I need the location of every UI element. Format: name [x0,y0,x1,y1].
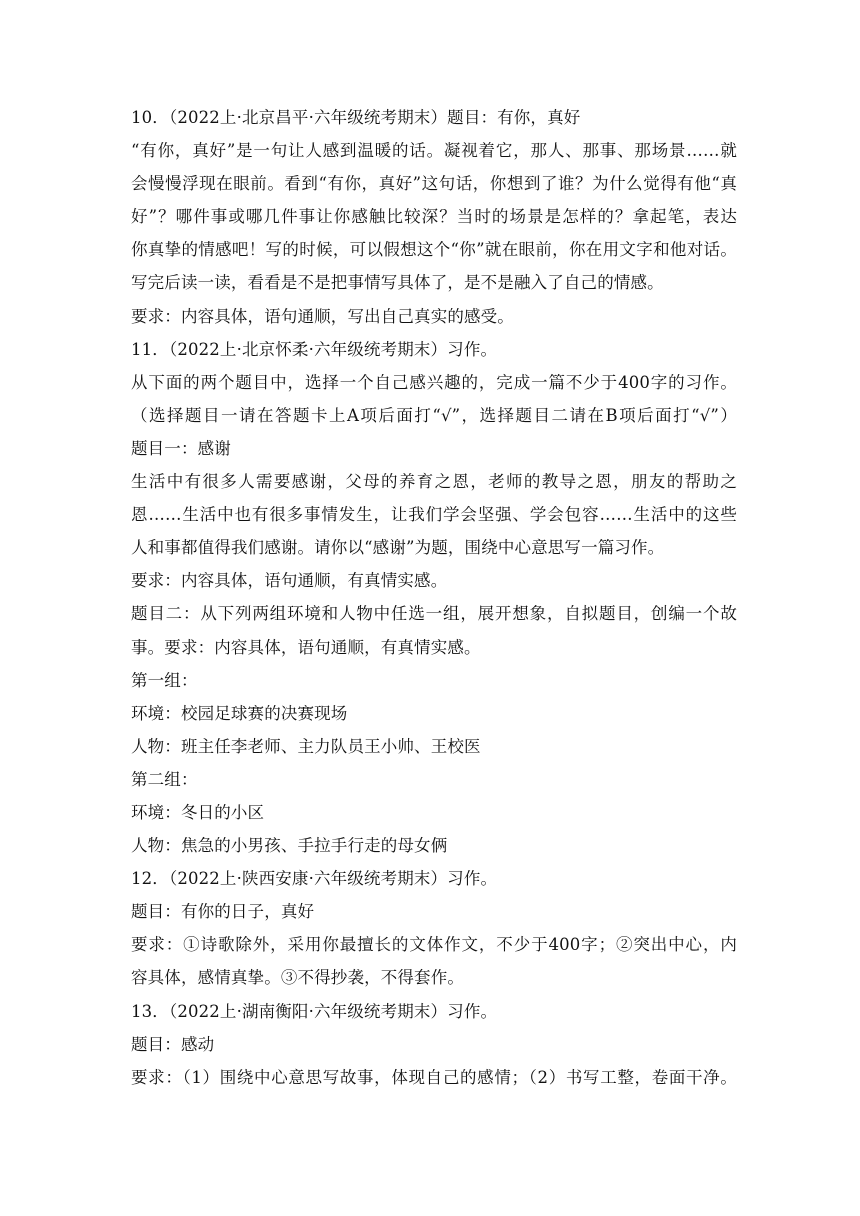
question-10-text-line: 写完后读一读，看看是不是把事情写具体了，是不是融入了自己的情感。 [131,273,664,293]
group-1-characters: 人物：班主任李老师、主力队员王小帅、王校医 [131,736,481,756]
group-2-characters: 人物：焦急的小男孩、手拉手行走的母女俩 [131,836,448,856]
question-11-topic-1-text-line: 恩……生活中也有很多事情发生，让我们学会坚强、学会包容……生活中的这些 [131,505,737,525]
question-13-heading: 13．（2022上·湖南衡阳·六年级统考期末）习作。 [131,1001,498,1021]
question-10-text-line: “有你，真好”是一句让人感到温暖的话。凝视着它，那人、那事、那场景……就 [131,141,737,161]
document-body [131,101,737,1094]
question-12-requirement-line: 容具体，感情真挚。③不得抄袭，不得套作。 [131,968,464,988]
group-1-environment: 环境：校园足球赛的决赛现场 [131,703,348,723]
question-10-text-line: 好”？哪件事或哪几件事让你感触比较深？当时的场景是怎样的？拿起笔，表达 [131,207,737,227]
question-12-requirement-line: 要求：①诗歌除外，采用你最擅长的文体作文，不少于400字；②突出中心，内 [131,935,737,955]
question-13-title: 题目：感动 [131,1034,215,1054]
question-13-requirement: 要求：（1）围绕中心意思写故事，体现自己的感情；（2）书写工整，卷面干净。 [131,1067,737,1087]
question-11-topic-2-text-line: 题目二：从下列两组环境和人物中任选一组，展开想象，自拟题目，创编一个故 [131,604,737,624]
group-1-label: 第一组： [131,670,198,690]
group-2-environment: 环境：冬日的小区 [131,802,265,822]
question-10-requirement: 要求：内容具体，语句通顺，写出自己真实的感受。 [131,306,514,326]
question-10-text-line: 会慢慢浮现在眼前。看到“有你，真好”这句话，你想到了谁？为什么觉得有他“真 [131,174,737,194]
question-11-topic-1-requirement: 要求：内容具体，语句通顺，有真情实感。 [131,571,448,591]
question-11-instruction: 从下面的两个题目中，选择一个自己感兴趣的，完成一篇不少于400字的习作。 [131,372,737,392]
question-11-topic-1-title: 题目一：感谢 [131,438,231,458]
question-12-heading: 12．（2022上·陕西安康·六年级统考期末）习作。 [131,869,498,889]
question-11-topic-1-text-line: 人和事都值得我们感谢。请你以“感谢”为题，围绕中心意思写一篇习作。 [131,538,665,558]
question-11-topic-1-text-line: 生活中有很多人需要感谢，父母的养育之恩，老师的教导之恩，朋友的帮助之 [131,472,737,492]
question-10-heading: 10．（2022上·北京昌平·六年级统考期末）题目：有你，真好 [131,108,581,127]
question-10-text-line: 你真挚的情感吧！写的时候，可以假想这个“你”就在眼前，你在用文字和他对话。 [131,240,737,260]
group-2-label: 第二组： [131,769,198,789]
question-12-title: 题目：有你的日子，真好 [131,902,315,922]
question-11-instruction: （选择题目一请在答题卡上A项后面打“√”，选择题目二请在B项后面打“√”） [131,405,737,425]
question-11-topic-2-text-line: 事。要求：内容具体，语句通顺，有真情实感。 [131,637,481,657]
question-11-heading: 11．（2022上·北京怀柔·六年级统考期末）习作。 [131,339,498,359]
